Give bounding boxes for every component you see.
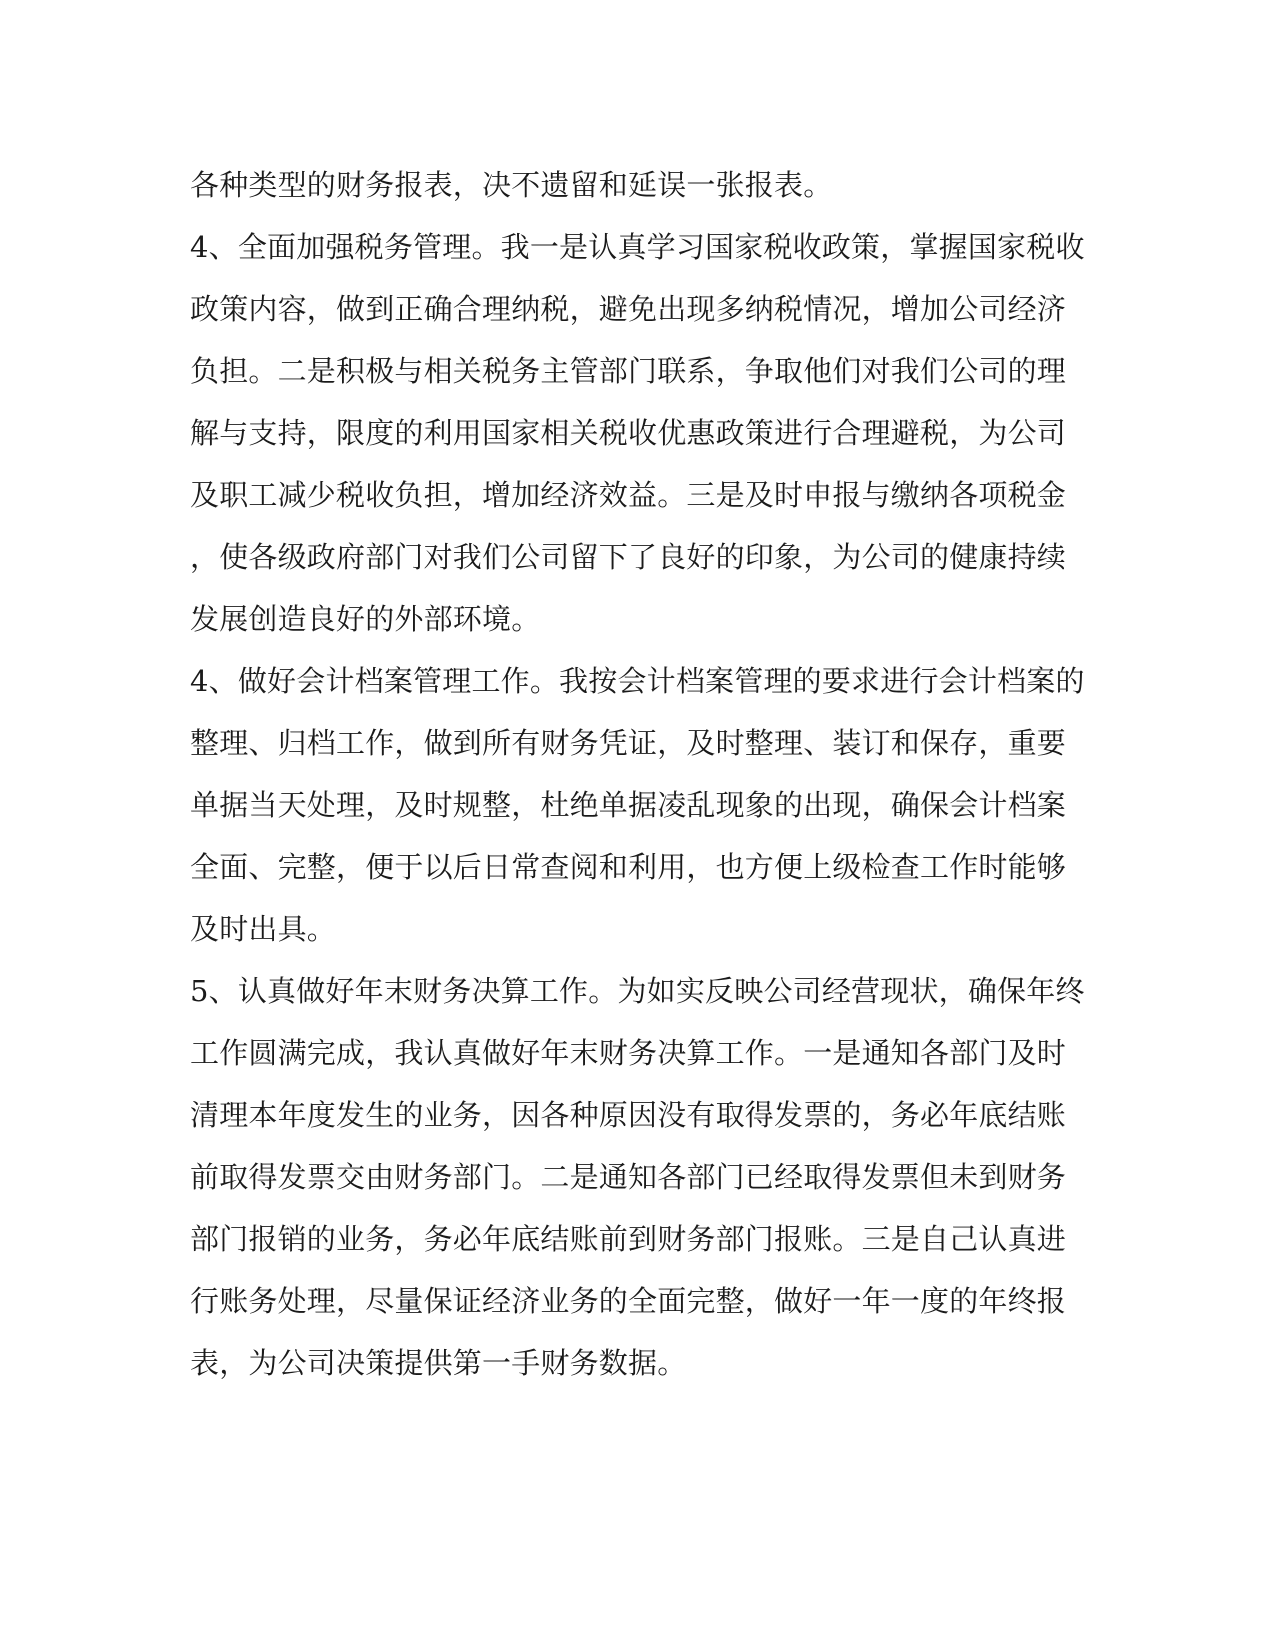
- text-line: 行账务处理，尽量保证经济业务的全面完整，做好一年一度的年终报: [190, 1284, 1067, 1318]
- text-line: 发展创造良好的外部环境。: [190, 602, 541, 636]
- text-line: ，使各级政府部门对我们公司留下了良好的印象，为公司的健康持续: [190, 540, 1067, 574]
- text-line: 部门报销的业务，务必年底结账前到财务部门报账。三是自己认真进: [190, 1222, 1067, 1256]
- text-line: 及职工减少税收负担，增加经济效益。三是及时申报与缴纳各项税金: [190, 478, 1067, 512]
- text-line: 负担。二是积极与相关税务主管部门联系，争取他们对我们公司的理: [190, 354, 1067, 388]
- text-line: 及时出具。: [190, 912, 337, 946]
- text-line: 单据当天处理，及时规整，杜绝单据凌乱现象的出现，确保会计档案: [190, 788, 1067, 822]
- text-line: 各种类型的财务报表，决不遗留和延误一张报表。: [190, 168, 833, 202]
- text-line: 工作圆满完成，我认真做好年末财务决算工作。一是通知各部门及时: [190, 1036, 1067, 1070]
- text-line: 全面、完整，便于以后日常查阅和利用，也方便上级检查工作时能够: [190, 850, 1067, 884]
- text-line: 4、做好会计档案管理工作。我按会计档案管理的要求进行会计档案的: [190, 664, 1085, 698]
- text-line: 政策内容，做到正确合理纳税，避免出现多纳税情况，增加公司经济: [190, 292, 1067, 326]
- text-line: 5、认真做好年末财务决算工作。为如实反映公司经营现状，确保年终: [190, 974, 1085, 1008]
- text-line: 前取得发票交由财务部门。二是通知各部门已经取得发票但未到财务: [190, 1160, 1067, 1194]
- text-line: 4、全面加强税务管理。我一是认真学习国家税收政策，掌握国家税收: [190, 230, 1085, 264]
- text-line: 解与支持，限度的利用国家相关税收优惠政策进行合理避税，为公司: [190, 416, 1067, 450]
- text-line: 整理、归档工作，做到所有财务凭证，及时整理、装订和保存，重要: [190, 726, 1067, 760]
- text-line: 清理本年度发生的业务，因各种原因没有取得发票的，务必年底结账: [190, 1098, 1067, 1132]
- text-line: 表，为公司决策提供第一手财务数据。: [190, 1346, 687, 1380]
